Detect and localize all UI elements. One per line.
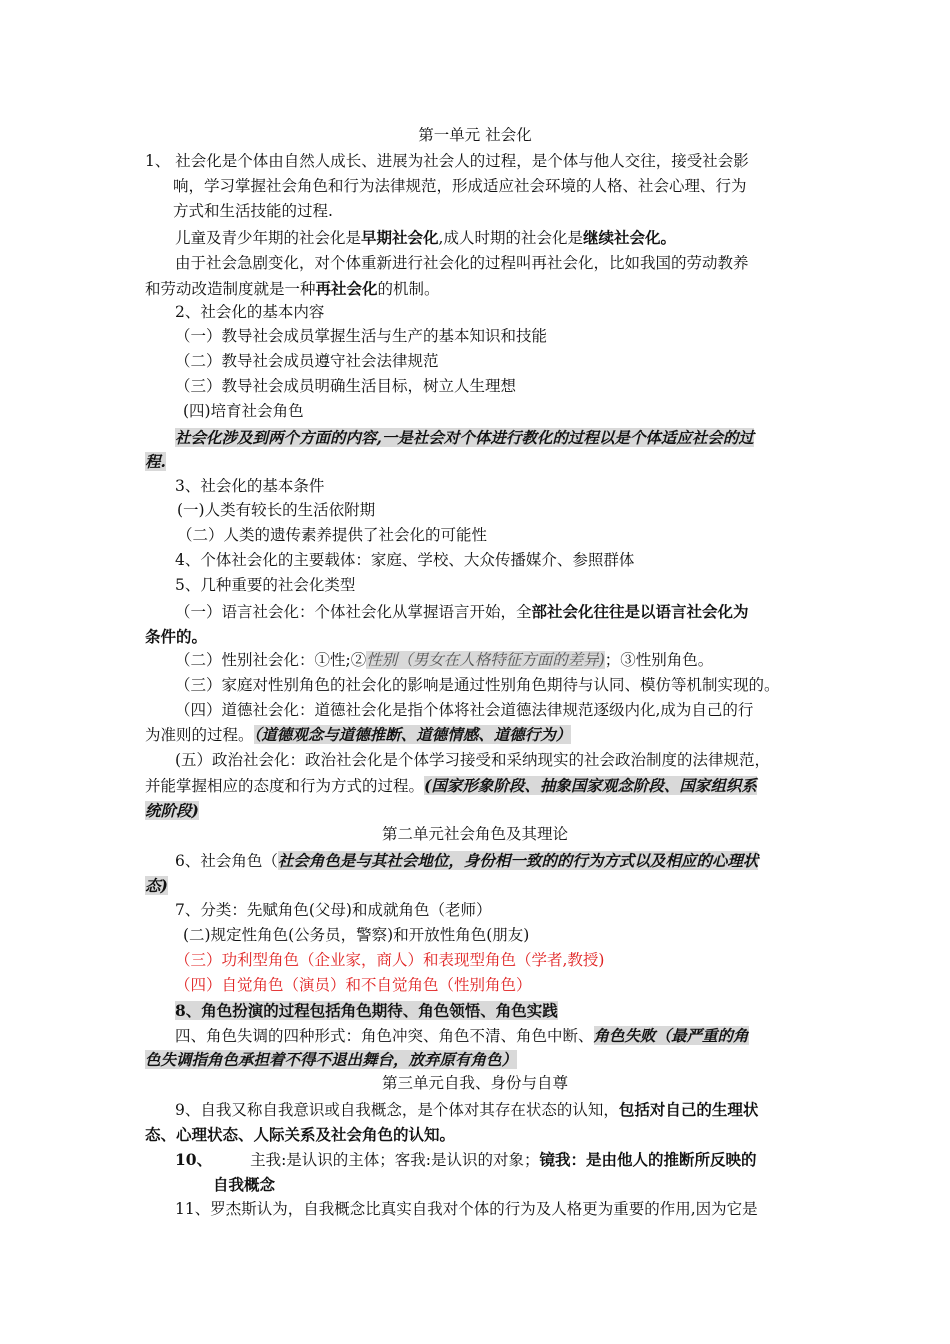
s5-family-line: （三）家庭对性别角色的社会化的影响是通过性别角色期待与认同、模仿等机制实现的。: [175, 676, 780, 694]
role-failure-highlight: 角色失败（最严重的角: [593, 1026, 749, 1045]
s2-item-2: （二）教导社会成员遵守社会法律规范: [175, 352, 439, 370]
s5-moral-text: 为准则的过程。: [145, 726, 254, 744]
s2-heading: 2、社会化的基本内容: [175, 303, 325, 321]
s10-looking-glass-self: 镜我：是由他人的推断所反映的: [539, 1150, 757, 1169]
role-failure-highlight2: 色失调指角色承担着不得不退出舞台，放弃原有角色）: [145, 1050, 518, 1069]
s4-line: 4、个体社会化的主要载体：家庭、学校、大众传播媒介、参照群体: [175, 551, 635, 569]
s5-political-line1: (五）政治社会化：政治社会化是个体学习接受和采纳现实的社会政治制度的法律规范，: [175, 751, 771, 769]
s11-line: 11、罗杰斯认为，自我概念比真实自我对个体的行为及人格更为重要的作用,因为它是: [175, 1200, 758, 1218]
s5-political-text: 并能掌握相应的态度和行为方式的过程。: [145, 777, 425, 795]
s2-note-line2: [145, 449, 810, 475]
s9-line2: [145, 1122, 810, 1148]
s7-item-3: （三）功利型角色（企业家，商人）和表现型角色（学者,教授): [175, 951, 605, 969]
s5-political-line2: [145, 773, 810, 799]
s5-language-bold2: 条件的。: [145, 627, 208, 646]
unit1-title: 第一单元 社会化: [418, 126, 532, 144]
s2-note-text1: 社会化涉及到两个方面的内容,一是社会对个体进行教化的过程以是个体适应社会的过: [175, 428, 754, 447]
p2-text-c: ,成人时期的社会化是: [438, 229, 583, 247]
p1-line2: 响，学习掌握社会角色和行为法律规范，形成适应社会环境的人格、社会心理、行为: [173, 177, 747, 195]
s5-gender-line: [175, 648, 840, 673]
s2-item-3: （三）教导社会成员明确生活目标，树立人生理想: [175, 377, 517, 395]
s10-number: 10、: [175, 1150, 213, 1169]
s10-line2: [213, 1172, 878, 1198]
s7-line: 7、分类：先赋角色(父母)和成就角色（老师）: [175, 901, 492, 919]
s5-gender-role: ；③性别角色。: [604, 651, 714, 669]
unit3-title: 第三单元自我、身份与自尊: [381, 1074, 568, 1092]
p2-continuing-socialization: 继续社会化。: [582, 228, 676, 247]
s10-line1: [175, 1147, 840, 1173]
s5-political-line3: [145, 798, 810, 824]
s6-definition: 社会角色是与其社会地位，身份相一致的的行为方式以及相应的心理状: [277, 851, 759, 870]
s10-self-concept: 自我概念: [213, 1175, 276, 1194]
s2-item-4: (四)培育社会角色: [183, 402, 304, 420]
s2-item-1: （一）教导社会成员掌握生活与生产的基本知识和技能: [175, 327, 548, 345]
s5-language-line1: [175, 599, 840, 625]
s2-note-line1: [175, 425, 840, 451]
s7-item-4: （四）自觉角色（演员）和不自觉角色（性别角色）: [175, 976, 532, 994]
s10-text: 主我:是认识的主体；客我:是认识的对象；: [250, 1151, 540, 1169]
p1-line3: 方式和生活技能的过程.: [173, 202, 333, 220]
s2-note-text2: 程.: [145, 452, 166, 471]
s5-moral-line2: [145, 722, 810, 748]
s6-line1: [175, 848, 840, 874]
s5-moral-line1: （四）道德社会化：道德社会化是指个体将社会道德法律规范逐级内化,成为自己的行: [175, 701, 754, 719]
s8-highlight: 8、角色扮演的过程包括角色期待、角色领悟、角色实践: [175, 1001, 558, 1020]
role-failure-line2: [145, 1047, 810, 1073]
p3-text-a: 和劳动改造制度就是一种: [145, 280, 316, 298]
s5-moral-highlight: （道德观念与道德推断、道德情感、道德行为）: [253, 725, 572, 744]
s9-line1: [175, 1097, 840, 1123]
s5-gender-text: （二）性别社会化：①性;②: [175, 651, 367, 669]
p2-early-socialization: 早期社会化: [361, 228, 439, 247]
s5-language-text: （一）语言社会化：个体社会化从掌握语言开始，全: [175, 603, 532, 621]
role-failure-text: 四、角色失调的四种形式：角色冲突、角色不清、角色中断、: [175, 1027, 594, 1045]
p3-line2: [145, 276, 810, 302]
s8-line: [175, 998, 840, 1024]
s3-item-2: （二）人类的遗传素养提供了社会化的可能性: [177, 526, 488, 544]
p3-resocialization: 再社会化: [315, 279, 378, 298]
p3-line1: 由于社会急剧变化，对个体重新进行社会化的过程叫再社会化，比如我国的劳动教养: [175, 254, 749, 272]
p2-line: [175, 225, 840, 251]
s5-language-line2: [145, 624, 810, 650]
p2-text-a: 儿童及青少年期的社会化是: [175, 229, 362, 247]
s3-item-1: (一)人类有较长的生活依附期: [177, 501, 376, 519]
s7-item-2: (二)规定性角色(公务员，警察)和开放性角色(朋友): [183, 926, 530, 944]
s6-line2: [145, 873, 810, 899]
unit2-title: 第二单元社会角色及其理论: [381, 825, 568, 843]
p1-line1: 1、 社会化是个体由自然人成长、进展为社会人的过程，是个体与他人交往，接受社会影: [145, 152, 749, 170]
s5-heading: 5、几种重要的社会化类型: [175, 576, 356, 594]
s5-gender-highlight: 性别（男女在人格特征方面的差异): [366, 651, 605, 669]
s6-text: 6、社会角色（: [175, 852, 278, 870]
s3-heading: 3、社会化的基本条件: [175, 477, 325, 495]
s9-text: 9、自我又称自我意识或自我概念，是个体对其存在状态的认知，: [175, 1101, 619, 1119]
p3-text-c: 的机制。: [377, 280, 440, 298]
s5-political-highlight: (国家形象阶段、抽象国家观念阶段、国家组织系: [424, 776, 757, 795]
s6-definition-end: 态): [145, 876, 168, 895]
s5-political-highlight2: 统阶段): [145, 801, 199, 820]
s9-bold: 包括对自己的生理状: [618, 1100, 759, 1119]
role-failure-line1: [175, 1023, 840, 1049]
s9-bold2: 态、心理状态、人际关系及社会角色的认知。: [145, 1125, 456, 1144]
s5-language-bold: 部社会化往往是以语言社会化为: [531, 602, 749, 621]
